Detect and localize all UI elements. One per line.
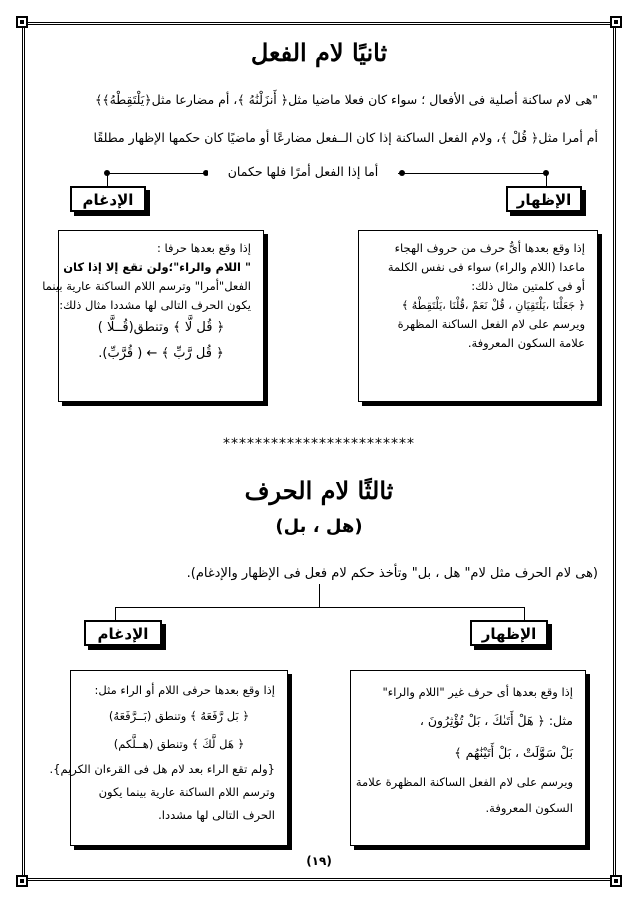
- tag-idgham: الإدغام: [84, 620, 162, 646]
- box-line: ﴿ جَعَلْنَا ،يَلْتَقِيَانِ ، قُلْ نَعَمْ ،قُلْنَا ،يَلْتَقِطْهُ ﴾: [401, 299, 585, 312]
- tag-izhar: الإظهار: [506, 186, 582, 212]
- section2-line2: أم أمرا مثل﴿ قُلْ ﴾، ولام الفعل الساكنة إذا كان الــفعل مضارعًا أو ماضيًا كان حكمها الإظهار مطلقًا: [93, 130, 598, 145]
- box-line: إذا وقع بعدها أى حرف غير "اللام والراء": [382, 685, 573, 699]
- section3-line1: (هى لام الحرف مثل لام" هل ، بل" وتأخذ حكم لام فعل فى الإظهار والإدغام).: [186, 566, 598, 581]
- box-line: إذا وقع بعدها حرفى اللام أو الراء مثل:: [94, 683, 275, 697]
- box-line: " اللام والراء"؛ولن تقع إلا إذا كان: [63, 260, 251, 274]
- corner-ornament: [16, 16, 28, 28]
- izhar-box: [350, 670, 586, 846]
- tag-idgham: الإدغام: [70, 186, 146, 212]
- tree-stem: [319, 584, 320, 608]
- box-line: الحرف التالى لها مشددا.: [158, 808, 275, 822]
- separator: ************************: [223, 436, 415, 452]
- tree-branch: [115, 607, 525, 608]
- corner-ornament: [610, 875, 622, 887]
- box-line: ماعدا (اللام والراء) سواء فى نفس الكلمة: [387, 260, 585, 274]
- box-line: ﴿ قُل رَّبِّ ﴾ ← ( قُرَّبِّ).: [98, 346, 224, 361]
- box-line: ﴿ بَل رَّفَعَهُ ﴾ وتنطق (بَــرَّفَعَهُ): [108, 709, 250, 723]
- box-line: بَلْ سَوَّلَتْ ، بَلْ أَتَيْنَٰهُم ﴾: [454, 745, 573, 760]
- box-line: ويرسم على لام الفعل الساكنة المظهرة علامة: [355, 775, 573, 789]
- section3-title: ثالثًا لام الحرف: [244, 476, 394, 505]
- box-line: مثل: ﴿ هَلْ أَتَىٰكَ ، بَلْ تُؤْثِرُونَ ،: [419, 713, 573, 728]
- section3-subtitle: (هل ، بل): [275, 516, 363, 537]
- idgham-box: [42, 230, 264, 402]
- idgham-box: [49, 670, 288, 846]
- box-line: يكون الحرف التالى لها مشددا مثال ذلك:: [59, 298, 251, 312]
- box-line: إذا وقع بعدها حرفا :: [157, 241, 251, 255]
- branch-label: أما إذا الفعل أمرًا فلها حكمان: [208, 164, 398, 179]
- box-line: السكون المعروفة.: [485, 801, 573, 815]
- box-line: ﴿ قُل لَّا ﴾ وتنطق(قُــلَّا ): [97, 320, 225, 335]
- corner-ornament: [610, 16, 622, 28]
- box-line: وترسم اللام الساكنة عارية بينما يكون: [98, 785, 275, 799]
- page-number: (١٩): [306, 854, 332, 868]
- izhar-box: [358, 230, 598, 402]
- box-line: علامة السكون المعروفة.: [467, 336, 585, 350]
- tree-drop: [115, 607, 116, 621]
- box-line: ويرسم على لام الفعل الساكنة المظهرة: [397, 317, 585, 331]
- corner-ornament: [16, 875, 28, 887]
- tag-izhar: الإظهار: [470, 620, 548, 646]
- section2-line1: "هى لام ساكنة أصلية فى الأفعال ؛ سواء كان فعلا ماضيا مثل﴿ أَنزَلْنَٰهُ ﴾، أم مضارعا مثل﴿يَلْتَقِطْهُ﴾﴾: [94, 92, 598, 107]
- section2-title: ثانيًا لام الفعل: [250, 38, 388, 67]
- tree-drop: [524, 607, 525, 621]
- branch-dot: [399, 170, 405, 176]
- box-line: {ولم تقع الراء بعد لام هل فى القرءان الكريم}.: [49, 762, 275, 776]
- box-line: ﴿ هَل لَّكَ ﴾ وتنطق (هــلَّكم): [113, 737, 245, 751]
- box-line: أو فى كلمتين مثال ذلك:: [471, 279, 585, 293]
- box-line: إذا وقع بعدها أىُّ حرف من حروف الهجاء: [394, 241, 585, 255]
- box-line: الفعل"أمرا" وترسم اللام الساكنة عارية بينما: [42, 279, 251, 293]
